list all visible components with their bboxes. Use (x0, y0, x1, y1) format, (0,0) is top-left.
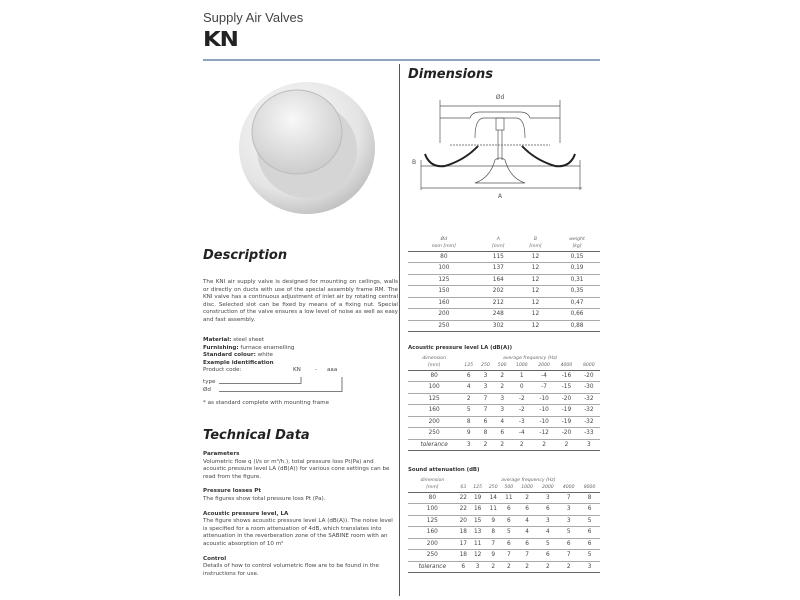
table-cell: 7 (517, 550, 538, 562)
table-cell: 7 (485, 538, 501, 550)
table-cell: 2 (517, 561, 538, 573)
a-label: A (497, 193, 503, 200)
table-cell: 125 (408, 274, 480, 286)
table-cell: 160 (408, 405, 460, 417)
table-cell: 5 (501, 527, 517, 539)
table-cell: 2 (477, 439, 494, 451)
table-header-row (408, 484, 600, 492)
table-cell: 6 (477, 416, 494, 428)
table-row (408, 309, 600, 321)
table-cell: 9 (485, 550, 501, 562)
frequency-header: 1000 (511, 362, 533, 370)
frequency-header: 63 (457, 484, 470, 492)
header-cell: [kg] (554, 243, 600, 251)
table-cell: -2 (511, 405, 533, 417)
table-cell: 6 (501, 515, 517, 527)
table-cell: 2 (460, 393, 477, 405)
material-value: steel sheet (233, 337, 265, 343)
table-cell: -4 (533, 370, 555, 382)
frequency-header: 2000 (533, 362, 555, 370)
table-cell: 250 (408, 428, 460, 440)
table-cell: 8 (477, 428, 494, 440)
table-cell: 200 (408, 309, 480, 321)
table-cell: 16 (470, 504, 486, 516)
furnishing-label: Furnishing: (203, 344, 239, 351)
table-cell: 22 (457, 504, 470, 516)
header-cell: Ød (440, 236, 448, 242)
table-cell: -10 (533, 393, 555, 405)
section-body: The figure shows acoustic pressure level LA (dB(A)). The noise level is specified for a room attenuation of 4dB, which translates into attenuation in the reverberation zone of the SABINE room with an acoustic absorption of 10 m² (203, 518, 393, 547)
table-row (408, 561, 600, 573)
table-cell: 9 (460, 428, 477, 440)
table-cell: 7 (558, 550, 579, 562)
table-cell: -19 (555, 416, 577, 428)
acoustic-table (408, 354, 600, 451)
table-cell: 80 (408, 370, 460, 382)
frequency-header: 500 (494, 362, 511, 370)
table-cell: 12 (517, 320, 554, 332)
header-cell: [mm] (480, 243, 517, 251)
table-cell: -12 (533, 428, 555, 440)
table-cell: 15 (470, 515, 486, 527)
table-cell: 2 (558, 561, 579, 573)
table-row (408, 428, 600, 440)
table-cell: 6 (457, 561, 470, 573)
table-cell: 5 (579, 550, 600, 562)
table-row (408, 550, 600, 562)
table-cell: 5 (579, 515, 600, 527)
section-title: Pressure losses Pt (203, 488, 262, 495)
frequency-header: 8000 (579, 484, 600, 492)
table-cell: tolerance (408, 439, 460, 451)
table-cell: 250 (408, 320, 480, 332)
table-cell: 0,47 (554, 297, 600, 309)
mounting-note: * as standard complete with mounting frame (203, 399, 330, 406)
table-cell: 3 (558, 504, 579, 516)
dimension-label: dimension (420, 477, 445, 483)
code-separator: - (315, 367, 318, 374)
table-cell: 1 (511, 370, 533, 382)
model-title: KN (203, 27, 238, 51)
table-cell: 13 (470, 527, 486, 539)
dimension-drawing (412, 88, 590, 203)
colour-value: white (257, 352, 273, 359)
table-cell: 17 (457, 538, 470, 550)
technical-heading: Technical Data (203, 428, 310, 443)
header-divider (203, 59, 600, 61)
table-row (408, 286, 600, 298)
table-cell: 18 (457, 527, 470, 539)
table-row (408, 527, 600, 539)
dimension-label: dimension (422, 355, 447, 361)
table-header-row (408, 235, 600, 243)
table-cell: 2 (517, 492, 538, 504)
table-cell: -20 (555, 393, 577, 405)
table-row (408, 405, 600, 417)
table-cell: -32 (578, 393, 600, 405)
table-cell: -19 (555, 405, 577, 417)
table-row (408, 370, 600, 382)
table-row (408, 504, 600, 516)
table-cell: 12 (517, 286, 554, 298)
table-cell: 0 (511, 382, 533, 394)
table-row (408, 263, 600, 275)
table-cell: 11 (501, 492, 517, 504)
section-body: Volumetric flow q (l/s or m³/h.), total pressure loss Pt(Pa) and acoustic pressure level LA (dB(A)) for various cone settings can be read from the figure. (203, 458, 390, 480)
frequency-header: 8000 (578, 362, 600, 370)
table-cell: 6 (558, 538, 579, 550)
table-cell: 2 (494, 439, 511, 451)
table-cell: 3 (578, 439, 600, 451)
table-cell: 3 (558, 515, 579, 527)
section-title: Parameters (203, 451, 240, 457)
table-cell: 0,19 (554, 263, 600, 275)
table-cell: 20 (457, 515, 470, 527)
section-title: Control (203, 555, 227, 562)
table-row (408, 297, 600, 309)
table-cell: 250 (408, 550, 457, 562)
description-heading: Description (203, 248, 288, 263)
table-cell: 7 (501, 550, 517, 562)
table-cell: 6 (517, 504, 538, 516)
table-cell: -33 (578, 428, 600, 440)
table-cell: -7 (533, 382, 555, 394)
table-cell: 6 (537, 504, 558, 516)
frequency-header: 500 (501, 484, 517, 492)
frequency-header: 2000 (537, 484, 558, 492)
table-cell: 125 (408, 393, 460, 405)
header-cell: A (496, 236, 500, 242)
frequency-header: 1000 (517, 484, 538, 492)
technical-section (203, 556, 398, 579)
example-label: Example identification (203, 359, 274, 366)
b-label: B (412, 159, 417, 166)
table-cell: 2 (501, 561, 517, 573)
table-cell: 12 (517, 309, 554, 321)
table-row (408, 515, 600, 527)
table-cell: 2 (494, 382, 511, 394)
table-cell: 100 (408, 263, 480, 275)
table-cell: 200 (408, 538, 457, 550)
table-cell: 3 (537, 492, 558, 504)
frequency-header: 4000 (555, 362, 577, 370)
table-cell: -30 (578, 382, 600, 394)
table-cell: 6 (501, 538, 517, 550)
material-label: Material: (203, 337, 232, 343)
table-cell: 200 (408, 416, 460, 428)
table-cell: 0,35 (554, 286, 600, 298)
table-cell: 8 (579, 492, 600, 504)
table-cell: 150 (408, 286, 480, 298)
table-cell: 3 (494, 405, 511, 417)
series-title: Supply Air Valves (203, 10, 304, 25)
table-cell: -4 (511, 428, 533, 440)
table-row (408, 439, 600, 451)
frequency-label: average frequency (Hz) (502, 355, 558, 361)
table-cell: 9 (485, 515, 501, 527)
technical-section (203, 451, 398, 481)
table-header-row (408, 354, 600, 362)
table-cell: 6 (460, 370, 477, 382)
table-row (408, 393, 600, 405)
technical-section (203, 511, 398, 549)
table-cell: 6 (579, 527, 600, 539)
frequency-label: average frequency (Hz) (501, 477, 556, 483)
table-cell: -20 (578, 370, 600, 382)
table-cell: 100 (408, 504, 457, 516)
dimensions-table (408, 235, 600, 332)
od-label: Ød (495, 94, 505, 101)
table-cell: 4 (517, 515, 538, 527)
table-cell: -10 (533, 416, 555, 428)
table-cell: 4 (494, 416, 511, 428)
table-cell: 2 (533, 439, 555, 451)
table-row (408, 538, 600, 550)
frequency-header: 125 (470, 484, 486, 492)
table-cell: 0,88 (554, 320, 600, 332)
frequency-header: 250 (485, 484, 501, 492)
header-cell: [mm] (517, 243, 554, 251)
product-photo (225, 70, 375, 220)
table-cell: 6 (494, 428, 511, 440)
table-cell: 80 (408, 492, 457, 504)
table-cell: 302 (480, 320, 517, 332)
acoustic-title: Acoustic pressure level LA (dB(A)) (408, 345, 513, 351)
table-cell: 248 (480, 309, 517, 321)
table-cell: 160 (408, 297, 480, 309)
table-header-row (408, 243, 600, 251)
table-cell: 164 (480, 274, 517, 286)
table-cell: 4 (517, 527, 538, 539)
table-cell: -20 (555, 428, 577, 440)
table-cell: 6 (579, 538, 600, 550)
product-code-label: Product code: (203, 367, 242, 374)
unit-label: [mm] (408, 362, 460, 370)
table-cell: -3 (511, 416, 533, 428)
table-cell: -32 (578, 405, 600, 417)
table-cell: 6 (517, 538, 538, 550)
table-cell: 12 (517, 274, 554, 286)
table-cell: 100 (408, 382, 460, 394)
table-cell: 3 (537, 515, 558, 527)
table-cell: tolerance (408, 561, 457, 573)
attenuation-title: Sound attenuation (dB) (408, 467, 480, 473)
table-row (408, 416, 600, 428)
code-leader-lines (215, 377, 345, 397)
table-cell: 14 (485, 492, 501, 504)
table-cell: 115 (480, 251, 517, 263)
table-header-row (408, 476, 600, 484)
description-body: The KNI air supply valve is designed for mounting on ceilings, walls or directly on ducts with use of the special assembly frame RM. The KNI valve has a continuous adjustment of inlet air by rotating central disc. Selected slot can be fixed by means of a fixing nut. Special construction of the valve ensures a low level of noise as well as easy and fast assembly. (203, 279, 398, 323)
table-row (408, 320, 600, 332)
table-cell: -10 (533, 405, 555, 417)
table-cell: 12 (517, 251, 554, 263)
table-cell: 4 (460, 382, 477, 394)
table-row (408, 492, 600, 504)
table-cell: 4 (537, 527, 558, 539)
colour-label: Standard colour: (203, 352, 256, 359)
table-cell: 7 (558, 492, 579, 504)
table-cell: 5 (460, 405, 477, 417)
table-cell: 6 (501, 504, 517, 516)
table-cell: 0,66 (554, 309, 600, 321)
code-part-diameter: aaa (327, 367, 338, 374)
table-cell: 5 (558, 527, 579, 539)
section-title: Acoustic pressure level, LA (203, 510, 289, 517)
table-cell: 202 (480, 286, 517, 298)
table-cell: 3 (477, 370, 494, 382)
table-cell: 11 (485, 504, 501, 516)
table-cell: -2 (511, 393, 533, 405)
frequency-header: 4000 (558, 484, 579, 492)
table-cell: 3 (494, 393, 511, 405)
table-cell: 160 (408, 527, 457, 539)
table-cell: 2 (511, 439, 533, 451)
diameter-label: Ød (203, 386, 211, 393)
table-cell: 137 (480, 263, 517, 275)
table-cell: -15 (555, 382, 577, 394)
table-cell: 212 (480, 297, 517, 309)
table-cell: 18 (457, 550, 470, 562)
table-cell: 2 (555, 439, 577, 451)
table-cell: 2 (485, 561, 501, 573)
frequency-header: 125 (460, 362, 477, 370)
type-label: type (203, 379, 216, 386)
table-cell: 12 (517, 297, 554, 309)
table-cell: -16 (555, 370, 577, 382)
header-cell: nom [mm] (408, 243, 480, 251)
table-cell: 80 (408, 251, 480, 263)
table-cell: 2 (494, 370, 511, 382)
table-cell: 3 (460, 439, 477, 451)
attenuation-table (408, 476, 600, 573)
table-cell: 3 (470, 561, 486, 573)
table-cell: 8 (460, 416, 477, 428)
section-body: Details of how to control volumetric flow are to be found in the instructions for use. (203, 563, 380, 577)
code-part-type: KN (293, 367, 301, 374)
technical-sections (203, 451, 398, 585)
table-row (408, 274, 600, 286)
table-cell: 5 (537, 538, 558, 550)
table-cell: 7 (477, 393, 494, 405)
table-cell: 6 (537, 550, 558, 562)
dimensions-heading: Dimensions (408, 67, 493, 82)
table-cell: 3 (477, 382, 494, 394)
table-cell: 0,31 (554, 274, 600, 286)
table-cell: 125 (408, 515, 457, 527)
table-cell: 7 (477, 405, 494, 417)
table-cell: 2 (537, 561, 558, 573)
table-row (408, 251, 600, 263)
table-cell: 6 (579, 504, 600, 516)
table-header-row (408, 362, 600, 370)
table-row (408, 382, 600, 394)
section-body: The figures show total pressure loss Pt (Pa). (203, 495, 326, 502)
table-cell: 12 (517, 263, 554, 275)
table-cell: 3 (579, 561, 600, 573)
table-cell: 11 (470, 538, 486, 550)
furnishing-value: furnace enamelling (240, 344, 295, 351)
column-divider (399, 64, 400, 596)
unit-label: [mm] (408, 484, 457, 492)
table-cell: 19 (470, 492, 486, 504)
table-cell: 12 (470, 550, 486, 562)
header-cell: weight (569, 236, 585, 242)
header-cell: B (533, 236, 538, 242)
technical-section (203, 488, 398, 503)
table-cell: 0,15 (554, 251, 600, 263)
table-cell: 22 (457, 492, 470, 504)
table-cell: -32 (578, 416, 600, 428)
table-cell: 8 (485, 527, 501, 539)
frequency-header: 250 (477, 362, 494, 370)
